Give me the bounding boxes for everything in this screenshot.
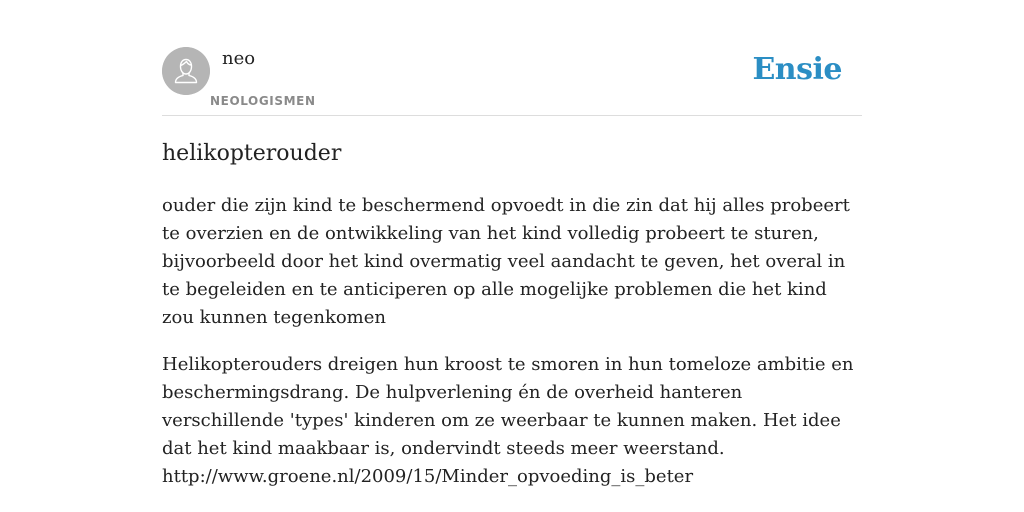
entry-term: helikopterouder [162,141,342,166]
author-category[interactable]: NEOLOGISMEN [210,94,316,108]
user-silhouette-icon [162,47,210,95]
entry-page [162,0,862,512]
author-avatar[interactable] [162,47,210,95]
entry-example-text: Helikopterouders dreigen hun kroost te smoren in hun tomeloze ambitie en beschermingsdrang. De hulpverlening én de overheid hanteren verschillende 'types' kinderen om ze weerbaar te kunnen maken. Het idee dat het kind maakbaar is, ondervindt steeds meer weerstand. [162,354,854,459]
source-link[interactable]: http://www.groene.nl/2009/15/Minder_opvoeding_is_beter [162,466,694,487]
ensie-logo[interactable]: Ensie [752,52,842,87]
entry-header [162,0,862,116]
entry-definition: ouder die zijn kind te beschermend opvoedt in die zin dat hij alles probeert te overzien en de ontwikkeling van het kind volledig probeert te sturen, bijvoorbeeld door het kind overmatig veel aandacht te geven, het overal in te begeleiden en te anticiperen op alle mogelijke problemen die het kind zou kunnen tegenkomen [162,195,850,328]
author-name-link[interactable]: neo [222,48,256,69]
entry-example-block [162,351,862,491]
